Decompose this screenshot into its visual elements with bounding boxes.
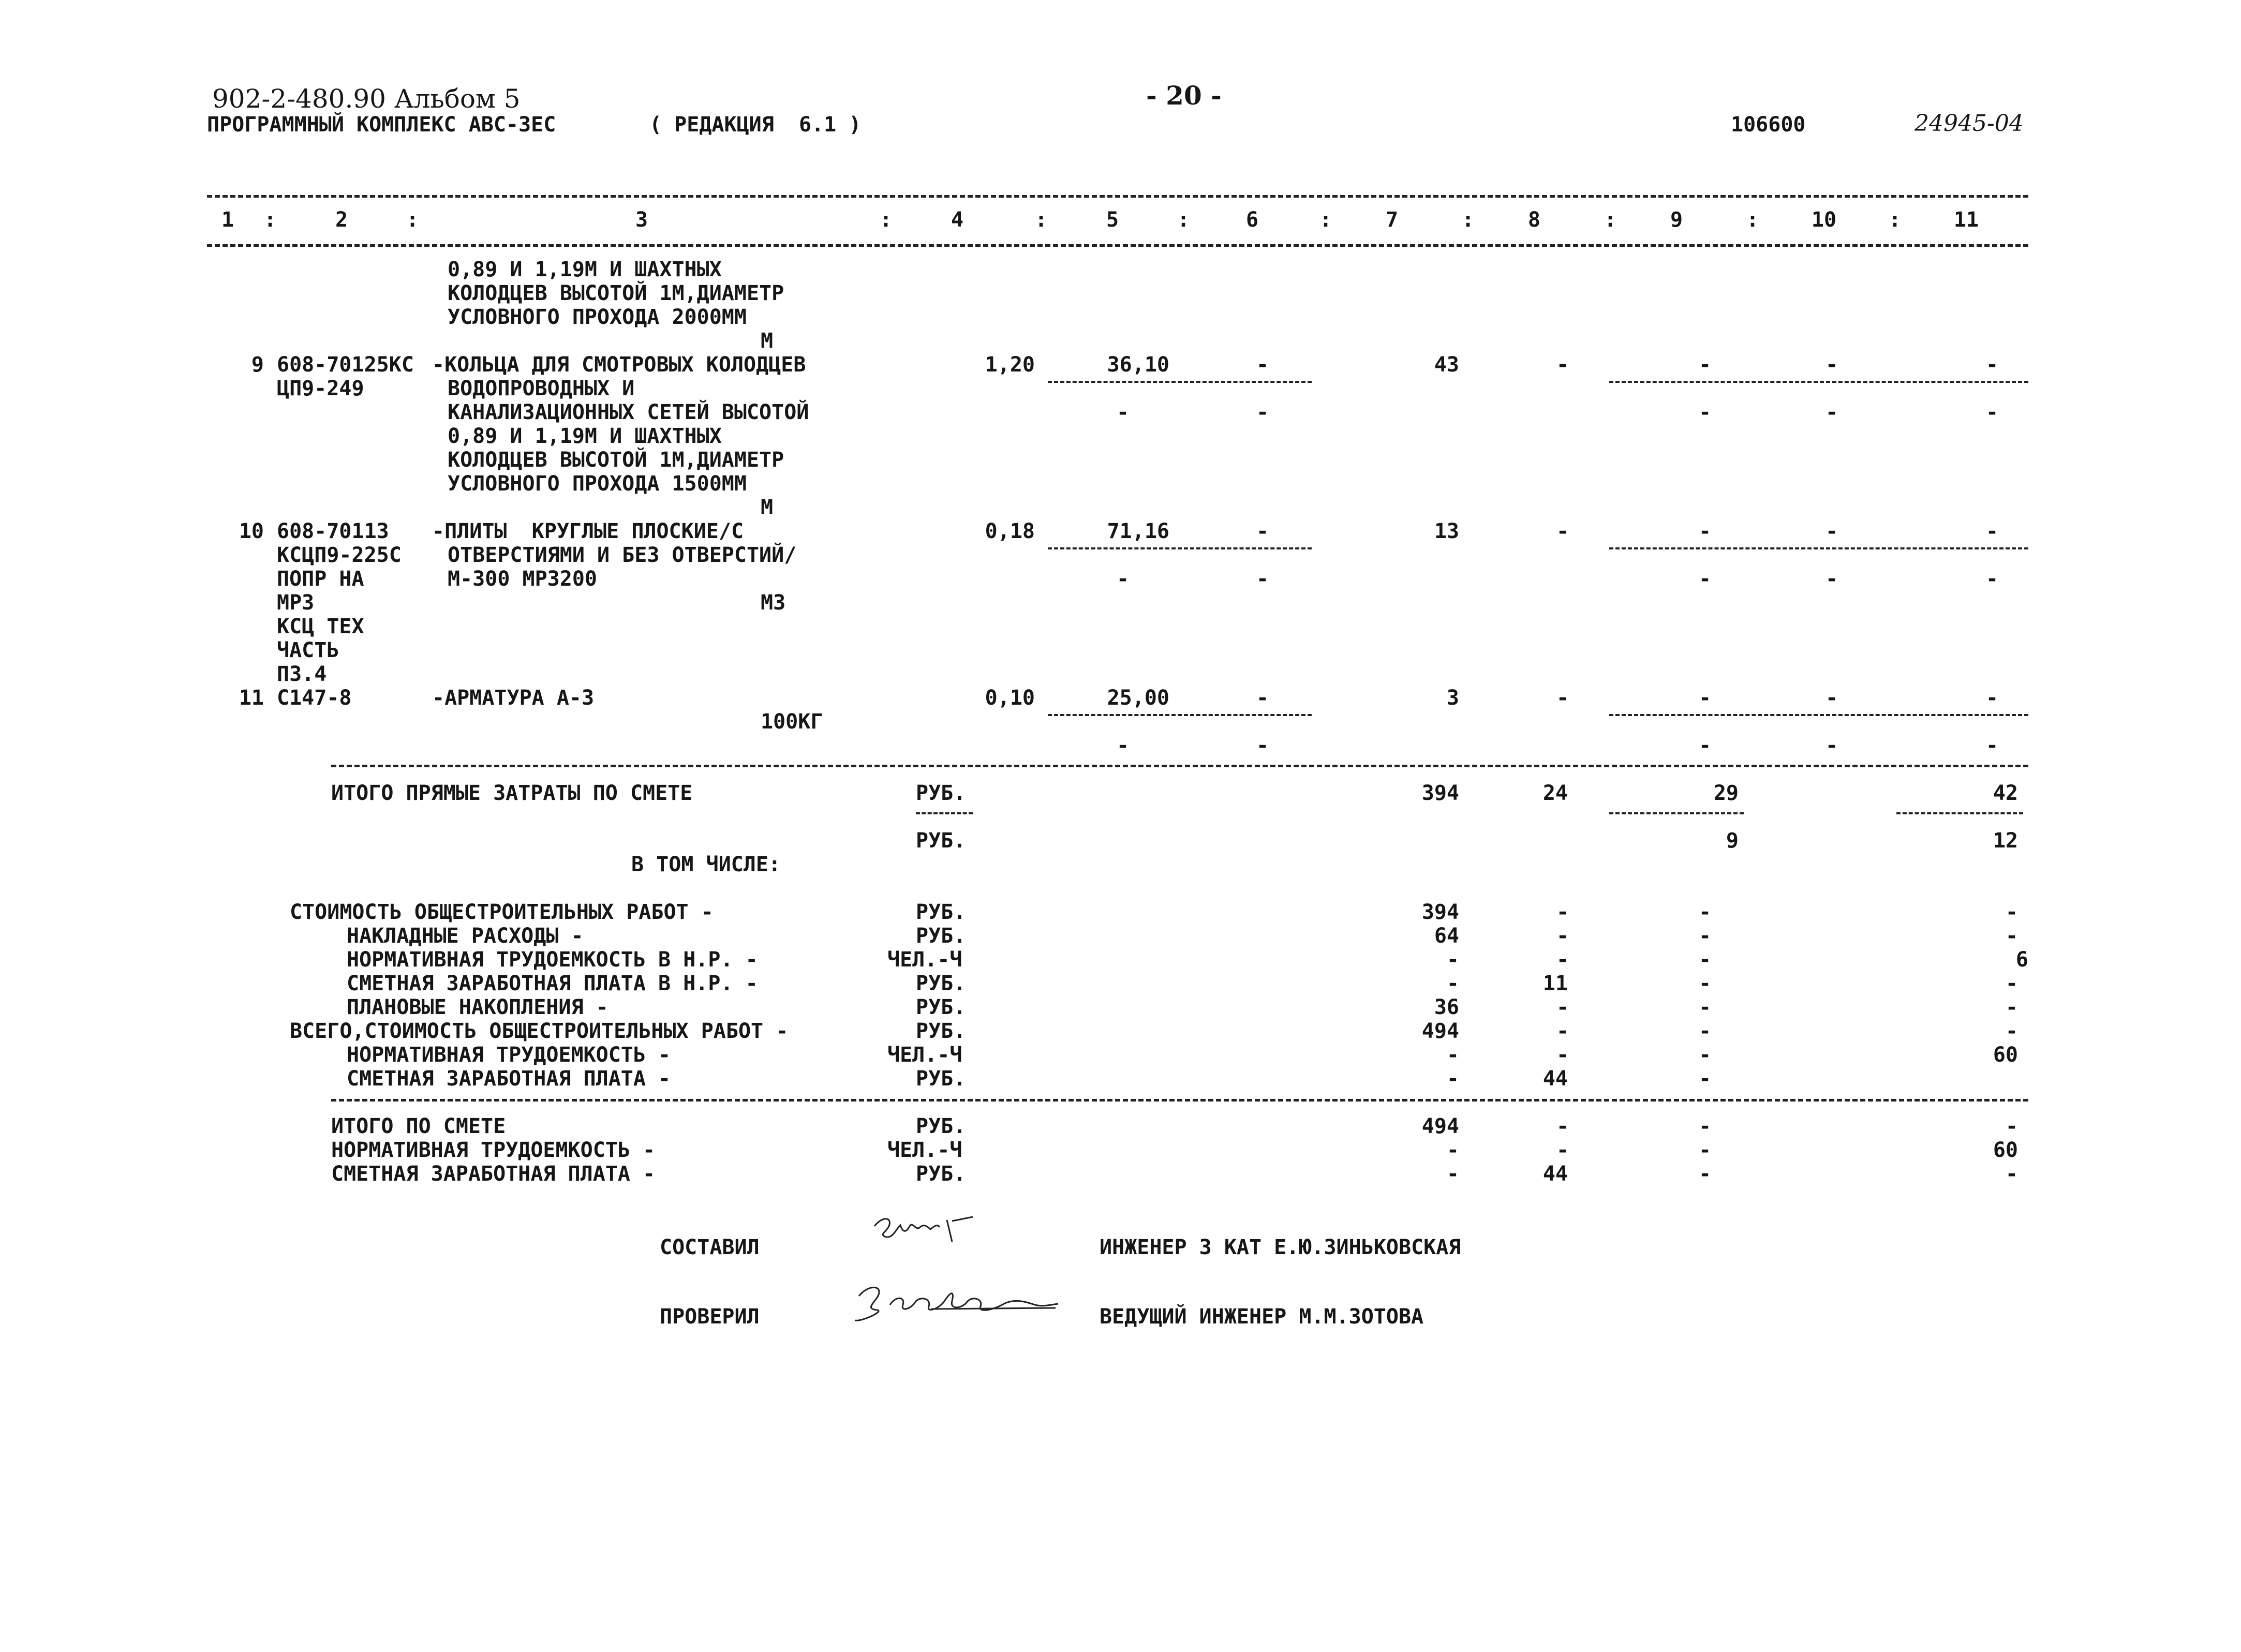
total-cost: 3 xyxy=(1446,686,1459,710)
row-number: 11 xyxy=(239,686,264,710)
col-num: 4 xyxy=(951,208,964,232)
unit-cost: 36,10 xyxy=(1107,353,1169,377)
col-num: 10 xyxy=(1811,208,1837,232)
quantity: 0,18 xyxy=(985,519,1035,543)
unit-cost: 71,16 xyxy=(1107,519,1169,543)
album-reference: 902-2-480.90 Альбом 5 xyxy=(212,84,521,114)
norm-code: С147-8 xyxy=(277,686,352,710)
col-num: 6 xyxy=(1245,208,1259,232)
col-num: 9 xyxy=(1670,208,1683,232)
col-num: 3 xyxy=(635,208,648,232)
norm-code: ПОПР НА xyxy=(277,567,364,591)
checked-by: ВЕДУЩИЙ ИНЖЕНЕР М.М.ЗОТОВА xyxy=(1100,1305,1424,1329)
unit: 100КГ xyxy=(761,710,823,734)
description: -ПЛИТЫ КРУГЛЫЕ ПЛОСКИЕ/С xyxy=(432,519,744,543)
description: ВОДОПРОВОДНЫХ И xyxy=(448,377,635,400)
row-number: 9 xyxy=(251,353,264,377)
section-heading: В ТОМ ЧИСЛЕ: xyxy=(631,853,781,876)
description: КОЛОДЦЕВ ВЫСОТОЙ 1М,ДИАМЕТР xyxy=(448,448,784,472)
description: ОТВЕРСТИЯМИ И БЕЗ ОТВЕРСТИЙ/ xyxy=(448,543,797,567)
total-cost: 43 xyxy=(1434,353,1459,377)
unit: М3 xyxy=(761,591,786,615)
composed-label: СОСТАВИЛ xyxy=(660,1236,760,1259)
norm-code: 608-70113 xyxy=(277,519,389,543)
description: УСЛОВНОГО ПРОХОДА 1500ММ xyxy=(448,472,747,496)
quantity: 0,10 xyxy=(985,686,1035,710)
col-num: 2 xyxy=(335,208,348,232)
description: -АРМАТУРА А-3 xyxy=(432,686,595,710)
totals-rule xyxy=(331,765,2028,767)
header-bottom-rule xyxy=(207,244,2028,247)
col-num: 11 xyxy=(1953,208,1979,232)
description: КАНАЛИЗАЦИОННЫХ СЕТЕЙ ВЫСОТОЙ xyxy=(448,400,809,424)
norm-code: МР3 xyxy=(277,591,315,615)
row-number: 10 xyxy=(239,519,264,543)
unit: М xyxy=(761,496,774,519)
program-name: ПРОГРАММНЫЙ КОМПЛЕКС АВС-3ЕС xyxy=(207,113,556,137)
unit-cost: 25,00 xyxy=(1107,686,1169,710)
norm-code: ЧАСТЬ xyxy=(277,638,339,662)
col-num: 7 xyxy=(1385,208,1399,232)
total-cost: 13 xyxy=(1434,519,1459,543)
col-num: 5 xyxy=(1106,208,1119,232)
page-number: - 20 - xyxy=(1146,80,1222,111)
norm-code: КСЦП9-225С xyxy=(277,543,402,567)
unit: М xyxy=(761,329,774,353)
description: М-300 МР3200 xyxy=(448,567,597,591)
norm-code: П3.4 xyxy=(277,662,327,686)
norm-code: 608-70125КС xyxy=(277,353,414,377)
archive-number: 24945-04 xyxy=(1915,110,2024,137)
signature-composer xyxy=(869,1205,993,1252)
norm-code: КСЦ ТЕХ xyxy=(277,615,364,638)
col-num: 1 xyxy=(221,208,234,232)
col-num: 8 xyxy=(1527,208,1541,232)
final-rule xyxy=(331,1099,2028,1102)
edition: ( РЕДАКЦИЯ 6.1 ) xyxy=(649,113,862,137)
composed-by: ИНЖЕНЕР 3 КАТ Е.Ю.ЗИНЬКОВСКАЯ xyxy=(1100,1236,1461,1259)
description: 0,89 И 1,19М И ШАХТНЫХ xyxy=(448,424,722,448)
signature-checker xyxy=(849,1273,1066,1330)
checked-label: ПРОВЕРИЛ xyxy=(660,1305,760,1329)
quantity: 1,20 xyxy=(985,353,1035,377)
norm-code: ЦП9-249 xyxy=(277,377,364,400)
description: -КОЛЬЦА ДЛЯ СМОТРОВЫХ КОЛОДЦЕВ xyxy=(432,353,806,377)
table-top-rule xyxy=(207,195,2028,198)
doc-code: 106600 xyxy=(1731,113,1806,137)
